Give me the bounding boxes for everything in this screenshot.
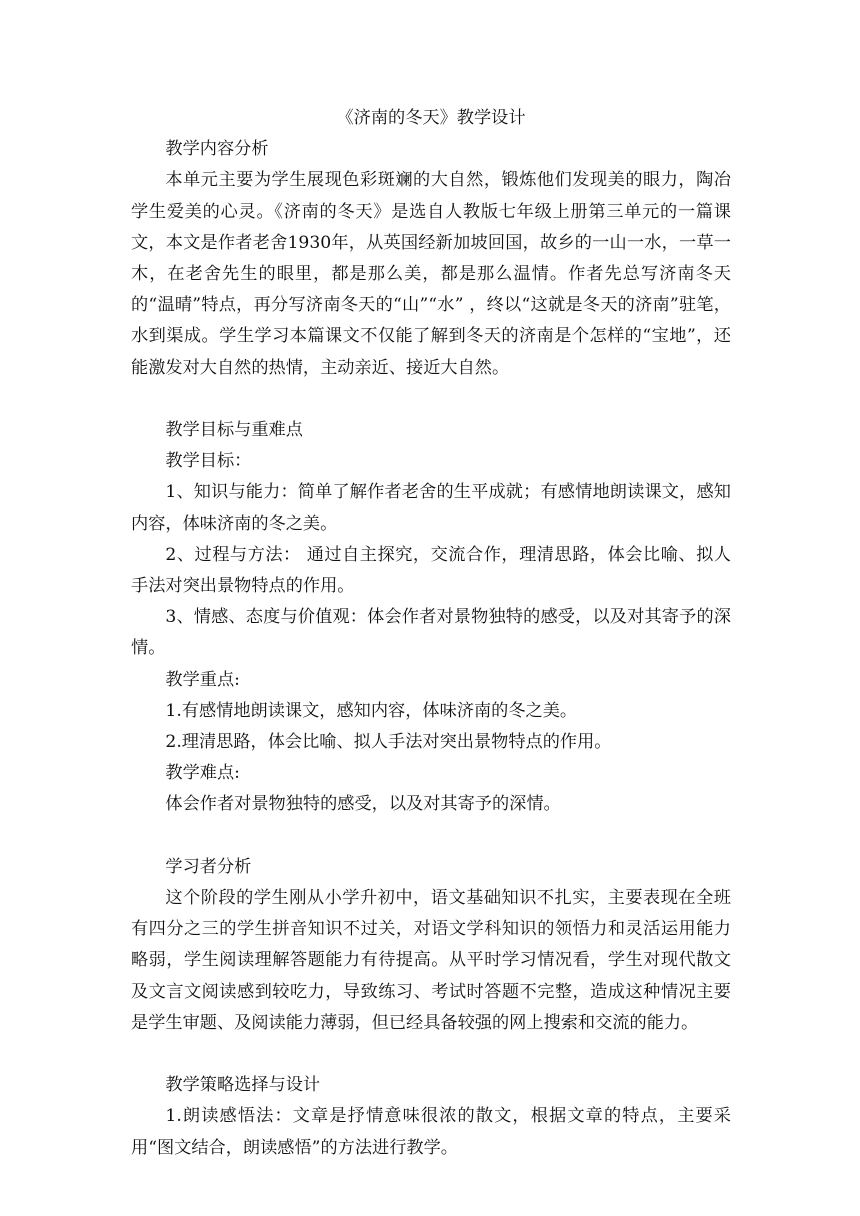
section-content-analysis — [131, 134, 731, 384]
section-learner-analysis — [131, 852, 731, 1039]
blank-line — [131, 1039, 731, 1070]
section-strategy — [131, 1070, 731, 1164]
section-heading: 教学目标与重难点 — [165, 420, 303, 441]
blank-line — [131, 821, 731, 852]
section-heading: 教学内容分析 — [165, 139, 269, 160]
document-title: 《济南的冬天》教学设计 — [336, 108, 526, 128]
paragraph: 教学目标： — [165, 451, 252, 472]
paragraph: 3、情感、态度与价值观：体会作者对景物独特的感受，以及对其寄予的深情。 — [131, 607, 731, 659]
paragraph: 体会作者对景物独特的感受，以及对其寄予的深情。 — [165, 794, 561, 815]
paragraph: 1、知识与能力：简单了解作者老舍的生平成就；有感情地朗读课文，感知内容，体味济南的冬之美。 — [131, 482, 731, 534]
paragraph: 2.理清思路，体会比喻、拟人手法对突出景物特点的作用。 — [165, 732, 612, 753]
section-objectives — [131, 415, 731, 821]
paragraph: 教学难点: — [165, 763, 240, 784]
paragraph: 教学重点: — [165, 669, 240, 690]
paragraph: 1.朗读感悟法：文章是抒情意味很浓的散文，根据文章的特点，主要采用“图文结合，朗读感悟”的方法进行教学。 — [131, 1106, 731, 1158]
section-heading: 学习者分析 — [165, 856, 252, 877]
blank-line — [131, 384, 731, 415]
paragraph: 本单元主要为学生展现色彩斑斓的大自然，锻炼他们发现美的眼力，陶冶学生爱美的心灵。《济南的冬天》是选自人教版七年级上册第三单元的一篇课文，本文是作者老舍1930年，从英国经新加坡回国，故乡的一山一水，一草一木，在老舍先生的眼里，都是那么美，都是那么温情。作者先总写济南冬天的“温晴”特点，再分写济南冬天的“山”“水” ，终以“这就是冬天的济南”驻笔，水到渠成。学生学习本篇课文不仅能了解到冬天的济南是个怎样的“宝地”，还能激发对大自然的热情，主动亲近、接近大自然。 — [131, 170, 731, 378]
paragraph: 2、过程与方法： 通过自主探究，交流合作，理清思路，体会比喻、拟人手法对突出景物特点的作用。 — [131, 544, 731, 597]
paragraph: 1.有感情地朗读课文，感知内容，体味济南的冬之美。 — [165, 700, 578, 721]
document-body — [131, 103, 731, 1164]
section-heading: 教学策略选择与设计 — [165, 1075, 321, 1096]
paragraph: 这个阶段的学生刚从小学升初中，语文基础知识不扎实，主要表现在全班有四分之三的学生拼音知识不过关，对语文学科知识的领悟力和灵活运用能力略弱，学生阅读理解答题能力有待提高。从平时学习情况看，学生对现代散文及文言文阅读感到较吃力，导致练习、考试时答题不完整，造成这种情况主要是学生审题、及阅读能力薄弱，但已经具备较强的网上搜索和交流的能力。 — [131, 888, 731, 1033]
